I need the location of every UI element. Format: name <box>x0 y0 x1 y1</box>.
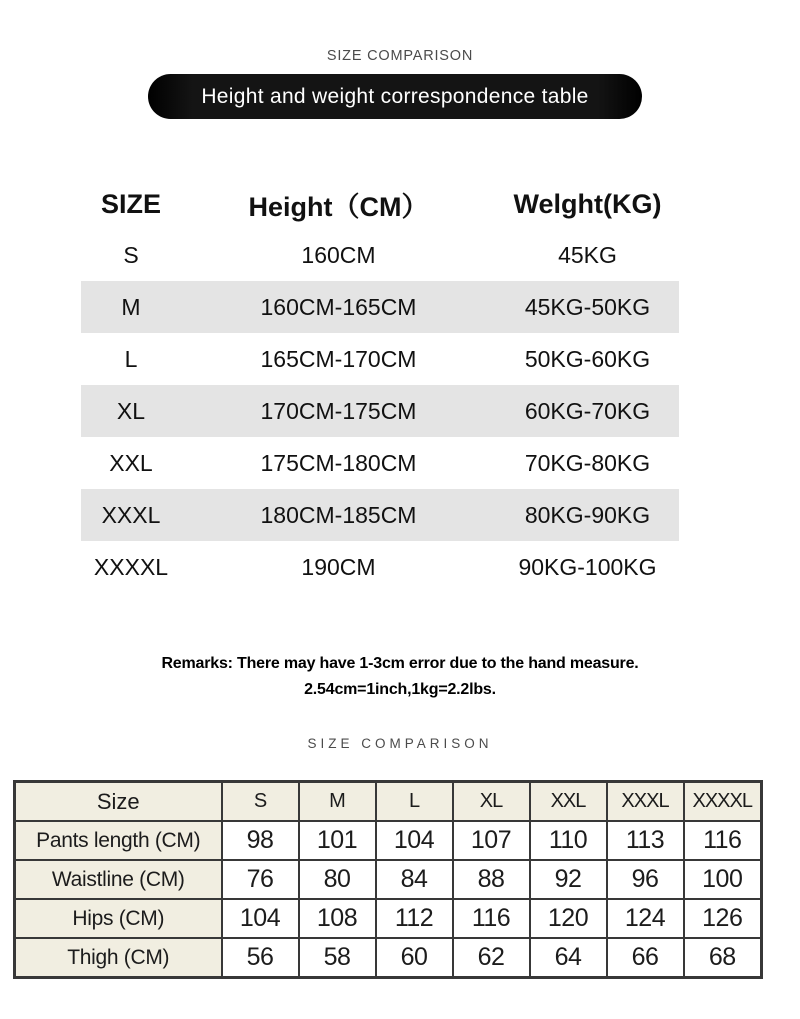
column-header-xxl: XXL <box>530 782 607 822</box>
value-cell: 120 <box>530 899 607 938</box>
table-row-l <box>81 333 679 385</box>
height-cell: 160CM-165CM <box>260 293 417 320</box>
size-cell: XXXXL <box>93 553 169 580</box>
size-cell: L <box>124 345 138 372</box>
column-header-size: SIZE <box>100 189 161 219</box>
value-cell: 76 <box>222 860 299 899</box>
height-cell: 190CM <box>301 553 376 580</box>
value-cell: 104 <box>222 899 299 938</box>
size-cell: S <box>123 241 139 268</box>
size-cell: XL <box>116 397 146 424</box>
value-cell: 68 <box>684 938 762 978</box>
row-label: Hips (CM) <box>15 899 222 938</box>
value-cell: 107 <box>453 821 530 860</box>
value-cell: 124 <box>607 899 684 938</box>
value-cell: 92 <box>530 860 607 899</box>
table-row-xxxxl <box>81 541 679 593</box>
column-header-weight: Welght(KG) <box>513 189 662 219</box>
column-header-l: L <box>376 782 453 822</box>
value-cell: 66 <box>607 938 684 978</box>
value-cell: 113 <box>607 821 684 860</box>
height-weight-table <box>81 180 679 593</box>
value-cell: 116 <box>684 821 762 860</box>
row-label: Thigh (CM) <box>15 938 222 978</box>
size-cell: M <box>121 293 141 320</box>
column-header-m: M <box>299 782 376 822</box>
value-cell: 104 <box>376 821 453 860</box>
table-row-m <box>81 281 679 333</box>
size-comparison-label-top: SIZE COMPARISON <box>326 48 474 64</box>
value-cell: 64 <box>530 938 607 978</box>
height-cell: 180CM-185CM <box>260 501 417 528</box>
weight-cell: 45KG-50KG <box>524 293 651 320</box>
value-cell: 101 <box>299 821 376 860</box>
table-row-waistline <box>15 860 762 899</box>
value-cell: 60 <box>376 938 453 978</box>
measurements-table <box>13 780 763 979</box>
value-cell: 100 <box>684 860 762 899</box>
column-header-size: Size <box>15 782 222 822</box>
value-cell: 58 <box>299 938 376 978</box>
remarks-line1: Remarks: There may have 1-3cm error due to the hand measure. <box>161 655 639 672</box>
value-cell: 56 <box>222 938 299 978</box>
column-header-xl: XL <box>453 782 530 822</box>
row-label: Waistline (CM) <box>15 860 222 899</box>
table-row-xxxl <box>81 489 679 541</box>
value-cell: 96 <box>607 860 684 899</box>
table-row-xl <box>81 385 679 437</box>
value-cell: 98 <box>222 821 299 860</box>
height-weight-table-header <box>81 180 679 229</box>
value-cell: 84 <box>376 860 453 899</box>
value-cell: 112 <box>376 899 453 938</box>
column-header-xxxxl: XXXXL <box>684 782 762 822</box>
weight-cell: 45KG <box>558 241 617 268</box>
weight-cell: 70KG-80KG <box>524 449 651 476</box>
size-comparison-label-bottom: SIZE COMPARISON <box>307 736 493 751</box>
table-row-pants-length <box>15 821 762 860</box>
height-cell: 160CM <box>301 241 376 268</box>
size-cell: XXXL <box>101 501 161 528</box>
value-cell: 62 <box>453 938 530 978</box>
value-cell: 126 <box>684 899 762 938</box>
value-cell: 108 <box>299 899 376 938</box>
weight-cell: 90KG-100KG <box>518 553 657 580</box>
value-cell: 116 <box>453 899 530 938</box>
table-row-xxl <box>81 437 679 489</box>
size-cell: XXL <box>109 449 153 476</box>
value-cell: 88 <box>453 860 530 899</box>
height-cell: 175CM-180CM <box>260 449 417 476</box>
value-cell: 80 <box>299 860 376 899</box>
height-cell: 170CM-175CM <box>260 397 417 424</box>
weight-cell: 60KG-70KG <box>524 397 651 424</box>
measurements-header-row <box>15 782 762 822</box>
remarks-line2: 2.54cm=1inch,1kg=2.2lbs. <box>304 681 496 698</box>
remarks <box>0 651 800 703</box>
height-cell: 165CM-170CM <box>260 345 417 372</box>
column-header-height: Height（CM） <box>248 192 429 222</box>
value-cell: 110 <box>530 821 607 860</box>
table-row-hips <box>15 899 762 938</box>
row-label: Pants length (CM) <box>15 821 222 860</box>
weight-cell: 50KG-60KG <box>524 345 651 372</box>
banner-title: Height and weight correspondence table <box>201 84 589 108</box>
weight-cell: 80KG-90KG <box>524 501 651 528</box>
table-row-s <box>81 229 679 281</box>
column-header-xxxl: XXXL <box>607 782 684 822</box>
column-header-s: S <box>222 782 299 822</box>
table-row-thigh <box>15 938 762 978</box>
banner <box>148 74 642 119</box>
